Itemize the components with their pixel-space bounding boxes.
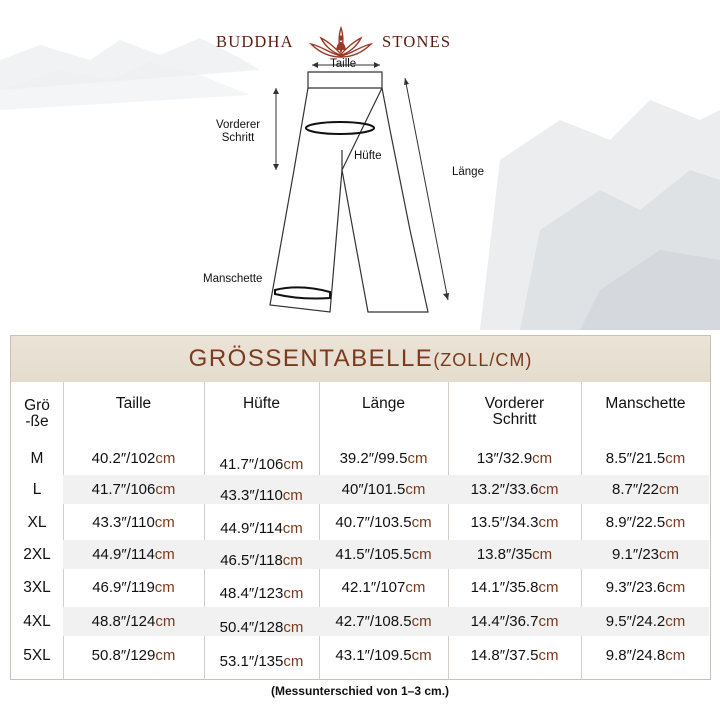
cell-hip: 41.7″/106cm: [219, 456, 304, 473]
header-rise: Vorderer Schritt: [484, 395, 545, 428]
diagram-label-cuff: Manschette: [203, 273, 263, 285]
diagram-label-length: Länge: [452, 166, 484, 178]
cell-waist: 44.9″/114cm: [92, 546, 175, 563]
size-label: 4XL: [23, 613, 51, 630]
cell-hip: 46.5″/118cm: [220, 552, 303, 569]
size-label: 3XL: [23, 579, 51, 596]
cell-cuff: 8.7″/22cm: [611, 481, 679, 498]
header-waist: Taille: [115, 395, 152, 412]
size-table: [10, 335, 711, 680]
cell-cuff: 9.1″/23cm: [611, 546, 679, 563]
brand-name-right: STONES: [382, 32, 452, 51]
size-label: M: [30, 450, 44, 467]
table-title-unit: (ZOLL/CM): [433, 350, 533, 370]
cell-length: 42.7″/108.5cm: [335, 613, 432, 630]
header-size: Grö -ße: [24, 397, 50, 430]
cell-rise: 13.2″/33.6cm: [470, 481, 559, 498]
cell-length: 42.1″/107cm: [341, 579, 426, 596]
footnote: (Messunterschied von 1–3 cm.): [270, 684, 450, 698]
header-hip: Hüfte: [242, 395, 281, 412]
cell-hip: 53.1″/135cm: [219, 653, 304, 670]
cell-hip: 50.4″/128cm: [219, 619, 304, 636]
cell-length: 40.7″/103.5cm: [335, 514, 432, 531]
cell-cuff: 8.9″/22.5cm: [605, 514, 686, 531]
diagram-label-rise: Vorderer Schritt: [216, 119, 261, 144]
cell-hip: 44.9″/114cm: [220, 520, 303, 537]
table-title: [11, 345, 710, 373]
diagram-label-waist: Taille: [330, 58, 357, 70]
size-label: XL: [27, 514, 47, 531]
size-label: 5XL: [23, 647, 51, 664]
cell-waist: 48.8″/124cm: [91, 613, 176, 630]
cell-rise: 13.8″/35cm: [476, 546, 553, 563]
cell-rise: 13″/32.9cm: [476, 450, 553, 467]
cell-length: 39.2″/99.5cm: [339, 450, 428, 467]
cell-rise: 14.8″/37.5cm: [470, 647, 559, 664]
header-length: Länge: [361, 395, 406, 412]
cell-waist: 43.3″/110cm: [92, 514, 175, 531]
cell-waist: 40.2″/102cm: [91, 450, 176, 467]
pants-diagram: [0, 55, 720, 325]
diagram-label-hip: Hüfte: [354, 150, 382, 162]
hip-marker: [306, 122, 374, 134]
cell-rise: 14.4″/36.7cm: [470, 613, 559, 630]
size-label: 2XL: [23, 546, 51, 563]
size-label: L: [32, 481, 42, 498]
cell-waist: 46.9″/119cm: [92, 579, 175, 596]
cell-length: 41.5″/105.5cm: [335, 546, 432, 563]
cell-cuff: 9.3″/23.6cm: [605, 579, 686, 596]
cell-waist: 41.7″/106cm: [91, 481, 176, 498]
cell-hip: 48.4″/123cm: [219, 585, 304, 602]
cell-length: 43.1″/109.5cm: [335, 647, 432, 664]
table-title-text: GRÖSSENTABELLE: [188, 345, 434, 372]
brand-name-left: BUDDHA: [216, 32, 294, 51]
cell-hip: 43.3″/110cm: [220, 487, 303, 504]
cell-length: 40″/101.5cm: [341, 481, 426, 498]
cell-rise: 13.5″/34.3cm: [470, 514, 559, 531]
cell-cuff: 9.5″/24.2cm: [605, 613, 686, 630]
header-cuff: Manschette: [605, 395, 686, 412]
cell-cuff: 9.8″/24.8cm: [605, 647, 686, 664]
cell-rise: 14.1″/35.8cm: [470, 579, 559, 596]
cell-waist: 50.8″/129cm: [91, 647, 176, 664]
cell-cuff: 8.5″/21.5cm: [605, 450, 686, 467]
